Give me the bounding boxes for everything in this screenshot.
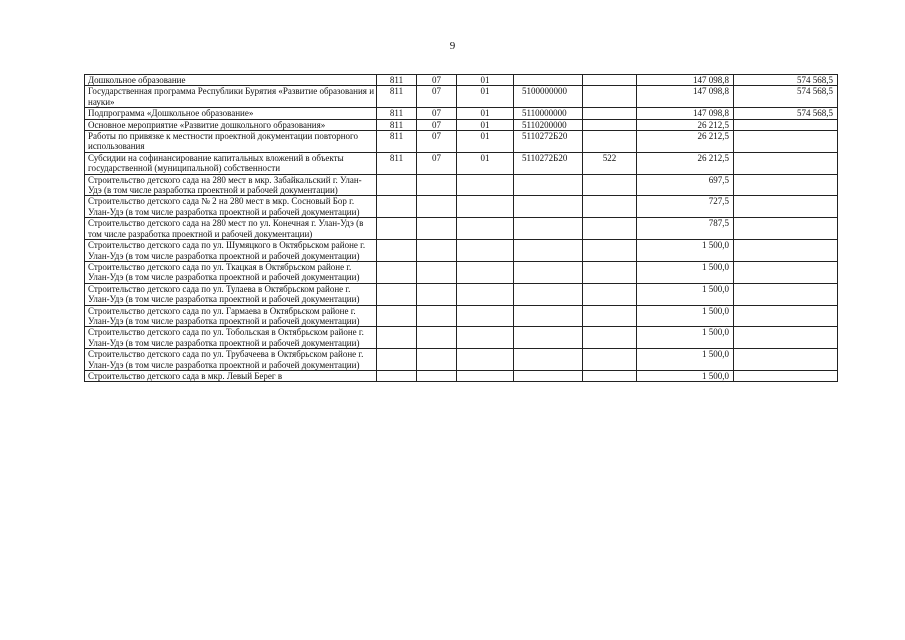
- item-name-cell: Строительство детского сада на 280 мест в мкр. Забайкальский г. Улан-Удэ (в том числе разработка проектной и рабочей документации): [85, 174, 377, 196]
- amount-second-cell: [734, 131, 838, 153]
- expense-type-cell: [583, 218, 637, 240]
- ministry-code-cell: [377, 196, 417, 218]
- subsection-code-cell: [457, 349, 514, 371]
- section-code-cell: [417, 218, 457, 240]
- section-code-cell: [417, 283, 457, 305]
- amount-first-cell: 147 098,8: [637, 86, 734, 108]
- amount-first-cell: 787,5: [637, 218, 734, 240]
- item-name-cell: Работы по привязке к местности проектной документации повторного использования: [85, 131, 377, 153]
- target-article-cell: 5110272Б20: [514, 131, 583, 153]
- item-name-cell: Строительство детского сада в мкр. Левый Берег в: [85, 370, 377, 381]
- section-code-cell: [417, 370, 457, 381]
- target-article-cell: [514, 370, 583, 381]
- amount-first-cell: 1 500,0: [637, 240, 734, 262]
- amount-first-cell: 1 500,0: [637, 261, 734, 283]
- amount-first-cell: 697,5: [637, 174, 734, 196]
- section-code-cell: [417, 305, 457, 327]
- target-article-cell: [514, 305, 583, 327]
- item-name-cell: Субсидии на софинансирование капитальных вложений в объекты государственной (муниципальной) собственности: [85, 152, 377, 174]
- amount-first-cell: 1 500,0: [637, 305, 734, 327]
- subsection-code-cell: [457, 240, 514, 262]
- amount-second-cell: [734, 196, 838, 218]
- subsection-code-cell: [457, 261, 514, 283]
- amount-second-cell: [734, 327, 838, 349]
- section-code-cell: [417, 261, 457, 283]
- amount-second-cell: 574 568,5: [734, 75, 838, 86]
- ministry-code-cell: [377, 327, 417, 349]
- ministry-code-cell: [377, 370, 417, 381]
- ministry-code-cell: 811: [377, 131, 417, 153]
- ministry-code-cell: [377, 218, 417, 240]
- amount-second-cell: [734, 218, 838, 240]
- expense-type-cell: [583, 261, 637, 283]
- table-row: [85, 327, 838, 349]
- budget-table: [84, 74, 838, 382]
- ministry-code-cell: 811: [377, 119, 417, 130]
- item-name-cell: Строительство детского сада по ул. Шумяцкого в Октябрьском районе г. Улан-Удэ (в том числе разработка проектной и рабочей документации): [85, 240, 377, 262]
- item-name-cell: Строительство детского сада по ул. Тобольская в Октябрьском районе г. Улан-Удэ (в том числе разработка проектной и рабочей документации): [85, 327, 377, 349]
- target-article-cell: [514, 174, 583, 196]
- subsection-code-cell: [457, 196, 514, 218]
- expense-type-cell: [583, 283, 637, 305]
- expense-type-cell: 522: [583, 152, 637, 174]
- amount-second-cell: [734, 349, 838, 371]
- target-article-cell: [514, 349, 583, 371]
- item-name-cell: Строительство детского сада № 2 на 280 мест в мкр. Сосновый Бор г. Улан-Удэ (в том числе разработка проектной и рабочей документации): [85, 196, 377, 218]
- amount-second-cell: [734, 174, 838, 196]
- section-code-cell: [417, 196, 457, 218]
- section-code-cell: 07: [417, 119, 457, 130]
- expense-type-cell: [583, 370, 637, 381]
- subsection-code-cell: 01: [457, 75, 514, 86]
- amount-second-cell: [734, 152, 838, 174]
- expense-type-cell: [583, 305, 637, 327]
- table-row: [85, 174, 838, 196]
- page-number: 9: [449, 40, 456, 52]
- expense-type-cell: [583, 75, 637, 86]
- target-article-cell: [514, 75, 583, 86]
- amount-second-cell: [734, 305, 838, 327]
- target-article-cell: 5100000000: [514, 86, 583, 108]
- ministry-code-cell: [377, 261, 417, 283]
- subsection-code-cell: [457, 305, 514, 327]
- item-name-cell: Подпрограмма «Дошкольное образование»: [85, 108, 377, 119]
- ministry-code-cell: 811: [377, 152, 417, 174]
- item-name-cell: Строительство детского сада по ул. Гармаева в Октябрьском районе г. Улан-Удэ (в том числе разработка проектной и рабочей документации): [85, 305, 377, 327]
- subsection-code-cell: [457, 370, 514, 381]
- table-row: [85, 261, 838, 283]
- ministry-code-cell: [377, 240, 417, 262]
- subsection-code-cell: [457, 218, 514, 240]
- target-article-cell: [514, 261, 583, 283]
- section-code-cell: 07: [417, 152, 457, 174]
- ministry-code-cell: [377, 305, 417, 327]
- section-code-cell: [417, 174, 457, 196]
- ministry-code-cell: [377, 283, 417, 305]
- table-row: [85, 75, 838, 86]
- section-code-cell: 07: [417, 108, 457, 119]
- ministry-code-cell: 811: [377, 86, 417, 108]
- expense-type-cell: [583, 119, 637, 130]
- subsection-code-cell: 01: [457, 152, 514, 174]
- table-row: [85, 305, 838, 327]
- amount-first-cell: 1 500,0: [637, 327, 734, 349]
- table-body: [85, 75, 838, 382]
- item-name-cell: Основное мероприятие «Развитие дошкольного образования»: [85, 119, 377, 130]
- amount-second-cell: [734, 370, 838, 381]
- target-article-cell: [514, 327, 583, 349]
- amount-second-cell: [734, 119, 838, 130]
- amount-second-cell: 574 568,5: [734, 108, 838, 119]
- section-code-cell: [417, 349, 457, 371]
- subsection-code-cell: [457, 174, 514, 196]
- target-article-cell: [514, 196, 583, 218]
- expense-type-cell: [583, 108, 637, 119]
- expense-type-cell: [583, 349, 637, 371]
- item-name-cell: Строительство детского сада по ул. Тулаева в Октябрьском районе г. Улан-Удэ (в том числе разработка проектной и рабочей документации): [85, 283, 377, 305]
- section-code-cell: 07: [417, 131, 457, 153]
- subsection-code-cell: [457, 327, 514, 349]
- amount-first-cell: 26 212,5: [637, 131, 734, 153]
- amount-first-cell: 147 098,8: [637, 75, 734, 86]
- expense-type-cell: [583, 86, 637, 108]
- item-name-cell: Строительство детского сада на 280 мест по ул. Конечная г. Улан-Удэ (в том числе разработка проектной и рабочей документации): [85, 218, 377, 240]
- expense-type-cell: [583, 240, 637, 262]
- table-row: [85, 349, 838, 371]
- target-article-cell: 5110272Б20: [514, 152, 583, 174]
- table-row: [85, 218, 838, 240]
- item-name-cell: Строительство детского сада по ул. Трубачеева в Октябрьском районе г. Улан-Удэ (в том числе разработка проектной и рабочей документации): [85, 349, 377, 371]
- target-article-cell: 5110000000: [514, 108, 583, 119]
- table-row: [85, 283, 838, 305]
- section-code-cell: [417, 240, 457, 262]
- amount-first-cell: 1 500,0: [637, 283, 734, 305]
- expense-type-cell: [583, 196, 637, 218]
- target-article-cell: [514, 218, 583, 240]
- ministry-code-cell: 811: [377, 75, 417, 86]
- table-row: [85, 240, 838, 262]
- section-code-cell: 07: [417, 86, 457, 108]
- table-row: [85, 131, 838, 153]
- expense-type-cell: [583, 131, 637, 153]
- expense-type-cell: [583, 327, 637, 349]
- target-article-cell: [514, 283, 583, 305]
- amount-first-cell: 147 098,8: [637, 108, 734, 119]
- table-row: [85, 370, 838, 381]
- item-name-cell: Государственная программа Республики Бурятия «Развитие образования и науки»: [85, 86, 377, 108]
- subsection-code-cell: 01: [457, 131, 514, 153]
- table-row: [85, 108, 838, 119]
- ministry-code-cell: [377, 174, 417, 196]
- target-article-cell: [514, 240, 583, 262]
- ministry-code-cell: 811: [377, 108, 417, 119]
- subsection-code-cell: 01: [457, 119, 514, 130]
- amount-first-cell: 26 212,5: [637, 152, 734, 174]
- section-code-cell: [417, 327, 457, 349]
- table-row: [85, 196, 838, 218]
- amount-second-cell: [734, 240, 838, 262]
- table-row: [85, 86, 838, 108]
- amount-second-cell: [734, 283, 838, 305]
- subsection-code-cell: 01: [457, 108, 514, 119]
- amount-first-cell: 1 500,0: [637, 349, 734, 371]
- section-code-cell: 07: [417, 75, 457, 86]
- table-row: [85, 152, 838, 174]
- subsection-code-cell: [457, 283, 514, 305]
- amount-first-cell: 1 500,0: [637, 370, 734, 381]
- target-article-cell: 5110200000: [514, 119, 583, 130]
- ministry-code-cell: [377, 349, 417, 371]
- subsection-code-cell: 01: [457, 86, 514, 108]
- item-name-cell: Строительство детского сада по ул. Ткацкая в Октябрьском районе г. Улан-Удэ (в том числе разработка проектной и рабочей документации): [85, 261, 377, 283]
- table-row: [85, 119, 838, 130]
- expense-type-cell: [583, 174, 637, 196]
- amount-second-cell: 574 568,5: [734, 86, 838, 108]
- amount-second-cell: [734, 261, 838, 283]
- amount-first-cell: 727,5: [637, 196, 734, 218]
- amount-first-cell: 26 212,5: [637, 119, 734, 130]
- item-name-cell: Дошкольное образование: [85, 75, 377, 86]
